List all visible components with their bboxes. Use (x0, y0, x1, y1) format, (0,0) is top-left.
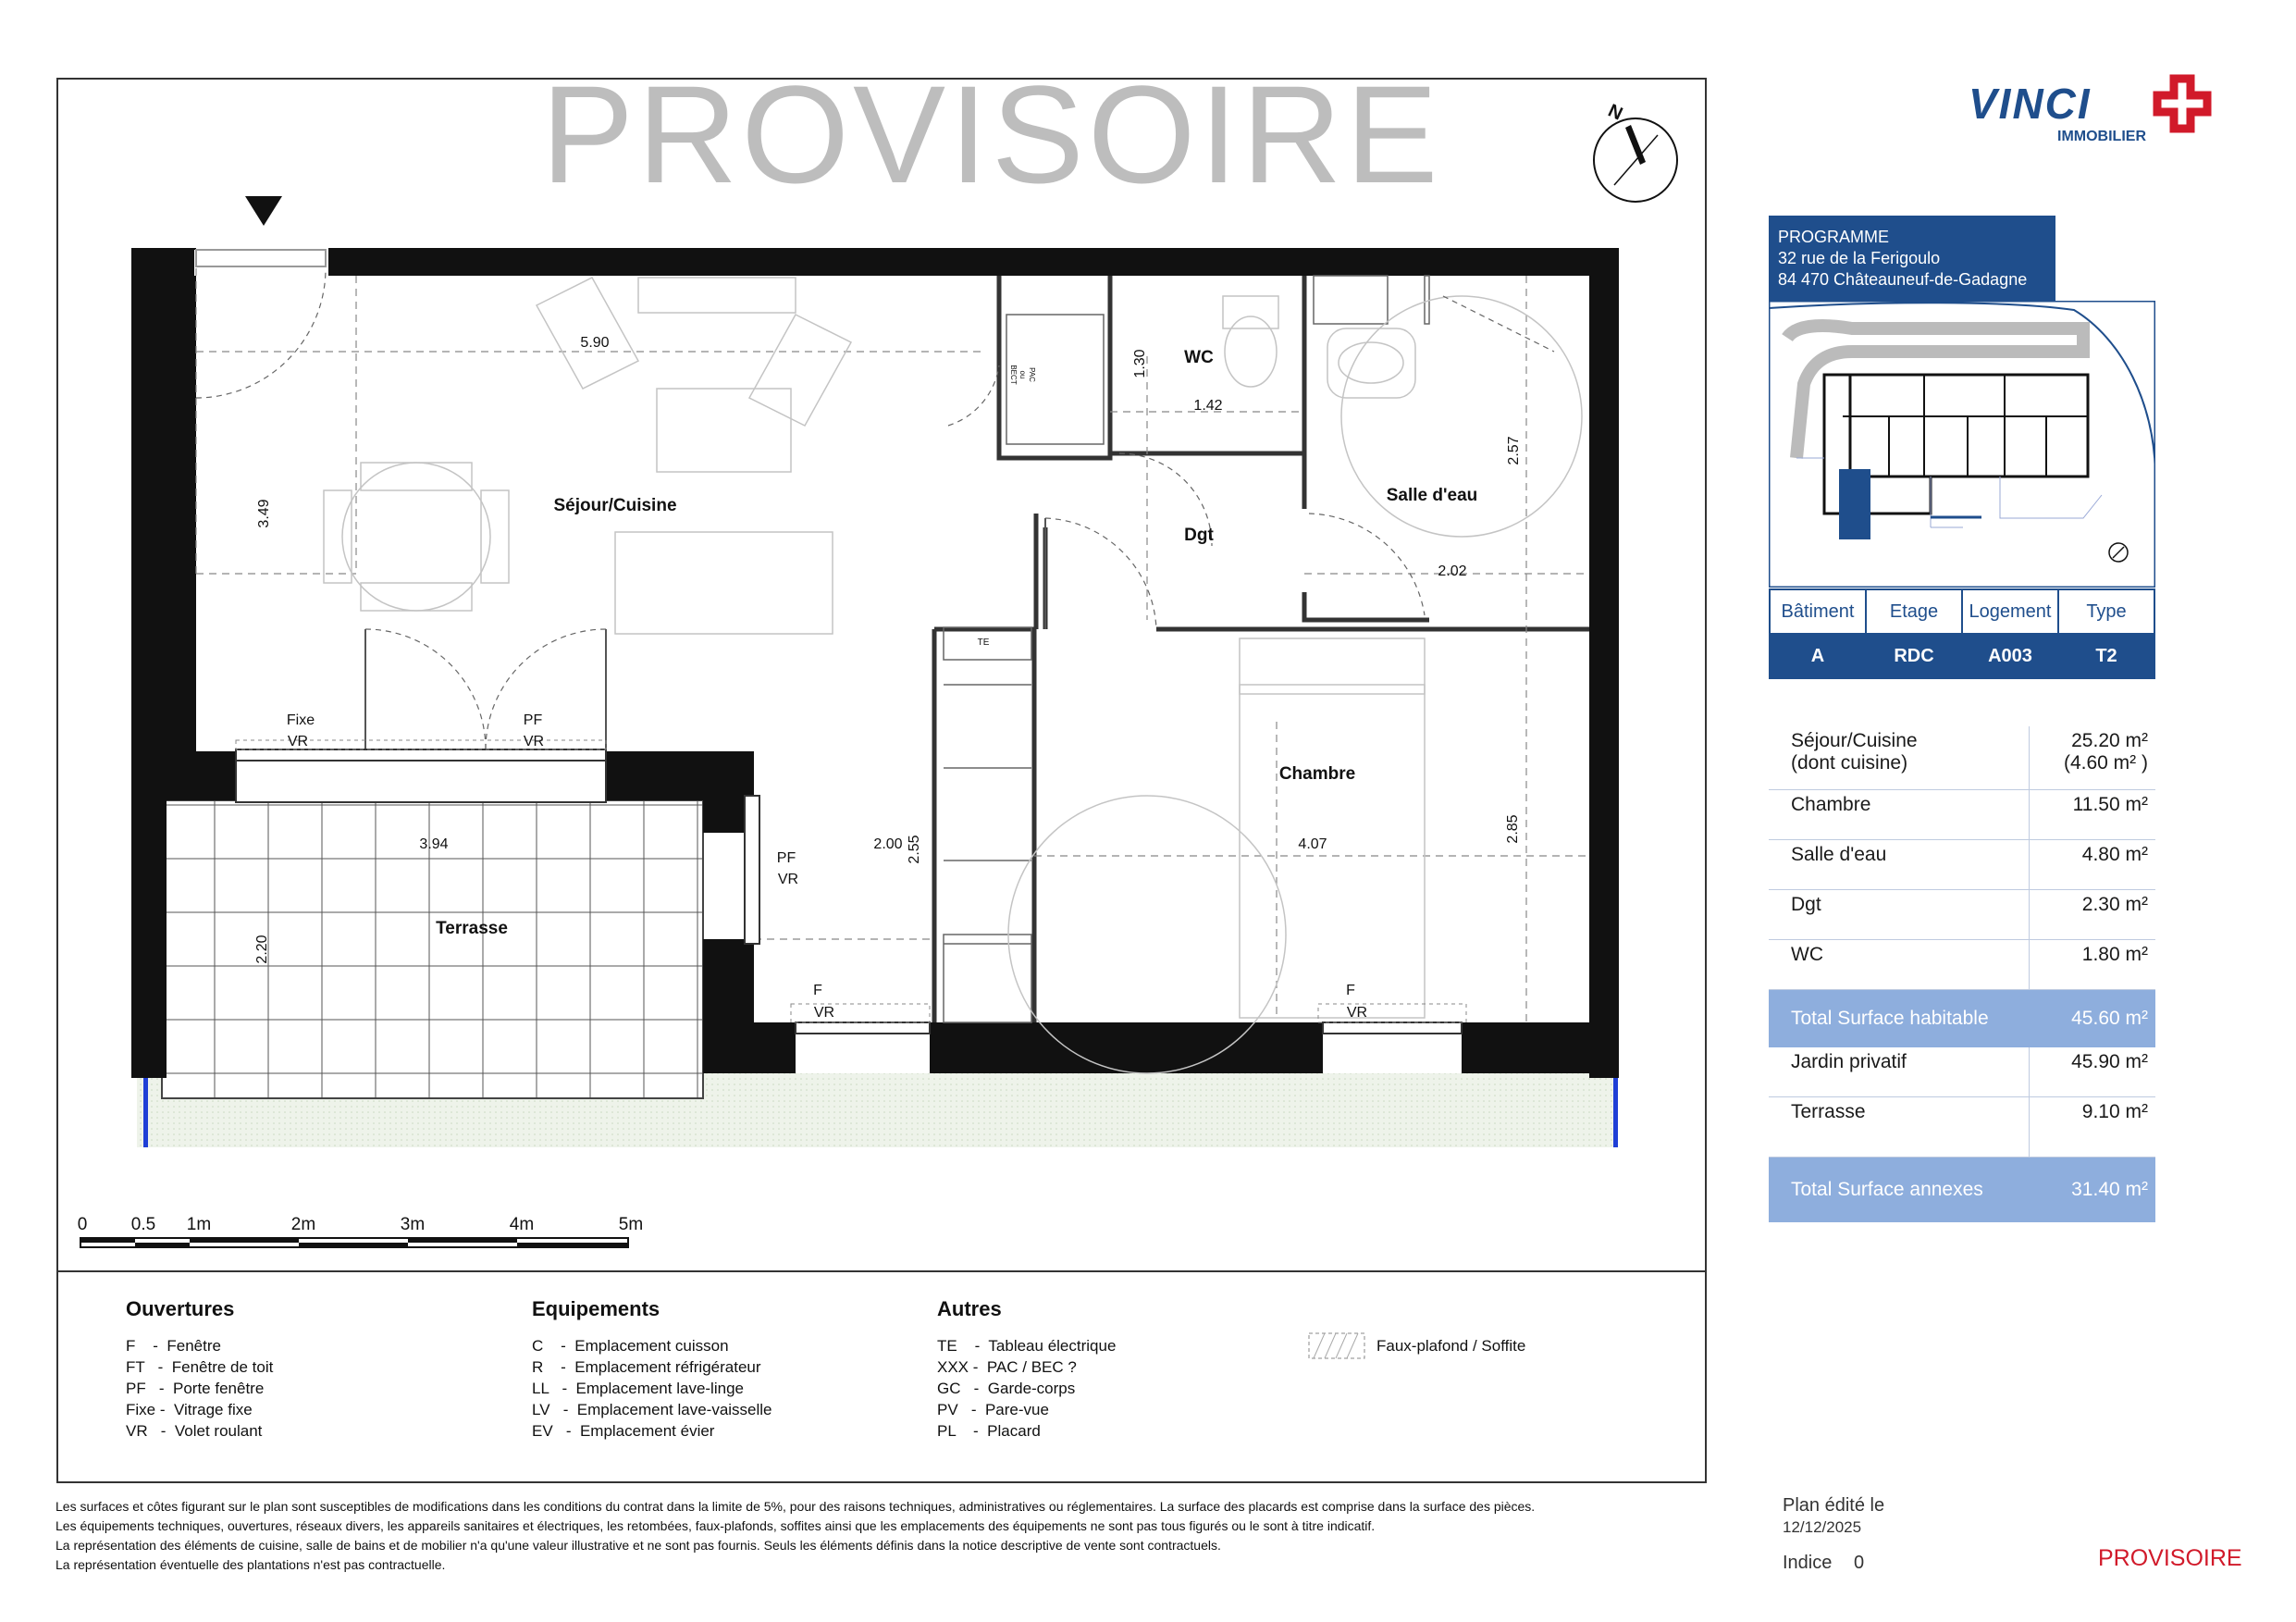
opening-label-vr-1: VR (287, 734, 309, 749)
equipment-label-pac-3: BECT (1009, 365, 1018, 385)
legend-ouvertures-title: Ouvertures (126, 1297, 235, 1320)
surface-value: 9.10 m² (2030, 1097, 2155, 1158)
surface-row (1769, 890, 2155, 940)
room-label-wc: WC (1184, 348, 1214, 367)
legend-item: XXX - PAC / BEC ? (937, 1358, 1077, 1376)
legend-item: EV - Emplacement évier (532, 1422, 715, 1440)
surface-value-sejour: 25.20 m² (2071, 730, 2148, 751)
identity-value-type: T2 (2058, 634, 2154, 678)
dim-sejour-width: 5.90 (580, 335, 610, 351)
dim-salle-eau-width: 2.02 (1438, 563, 1467, 579)
disclaimer-line: La représentation des éléments de cuisine, salle de bains et de mobilier n'a qu'une valeur illustrative et ne sont pas fournis. Seuls les éléments définis dans la notice descriptive de vente sont contractuels. (56, 1538, 1221, 1553)
program-title: PROGRAMME (1778, 228, 1890, 246)
surface-row (1769, 790, 2155, 840)
key-plan (1769, 301, 2155, 588)
surface-label: Terrasse (1769, 1097, 2030, 1158)
surface-label: Salle d'eau (1769, 840, 2030, 890)
equipment-label-pac-1: PAC (1028, 367, 1036, 382)
surface-label-cuisine: (dont cuisine) (1791, 752, 1908, 774)
legend-item: PV - Pare-vue (937, 1401, 1049, 1418)
legend-equipements-title: Equipements (532, 1297, 660, 1320)
legend-item: FT - Fenêtre de toit (126, 1358, 274, 1376)
dim-placard-depth: 2.55 (907, 835, 922, 864)
legend-item: F - Fenêtre (126, 1337, 221, 1355)
total-habitable-label: Total Surface habitable (1769, 990, 2030, 1048)
opening-label-vr-4: VR (813, 1005, 835, 1021)
edition-info (1783, 1494, 1884, 1574)
total-annexes-label: Total Surface annexes (1769, 1158, 2030, 1223)
scale-label-1m: 1m (186, 1215, 212, 1234)
edition-label: Plan édité le (1783, 1495, 1885, 1516)
disclaimer-line: Les surfaces et côtes figurant sur le plan sont susceptibles de modifications dans les conditions du contrat dans la limite de 5%, pour des raisons techniques, administratives ou réglementaires. La surface des placards est comprise dans la surface des pièces. (56, 1499, 1536, 1514)
total-habitable-value: 45.60 m² (2030, 990, 2155, 1048)
room-label-sejour: Séjour/Cuisine (553, 496, 677, 515)
room-label-salle-eau: Salle d'eau (1386, 486, 1478, 505)
edition-date: 12/12/2025 (1783, 1518, 1862, 1536)
legend-item: TE - Tableau électrique (937, 1337, 1117, 1355)
indice-label: Indice (1783, 1553, 1833, 1573)
surface-row-sejour (1769, 726, 2155, 790)
garden-limit-left (143, 1073, 148, 1147)
room-label-dgt: Dgt (1184, 526, 1214, 545)
surface-value: 11.50 m² (2030, 790, 2155, 840)
legend-item: GC - Garde-corps (937, 1380, 1076, 1397)
surface-value: 1.80 m² (2030, 940, 2155, 990)
surfaces-table (1769, 726, 2155, 1222)
opening-label-pf-1: PF (523, 712, 543, 728)
surface-row (1769, 940, 2155, 990)
logo-brand: VINCI (1969, 80, 2092, 128)
vinci-immobilier-logo (1969, 74, 2237, 148)
faux-plafond-swatch (1308, 1332, 1367, 1360)
scale-bar (78, 1215, 643, 1247)
identity-value-logement: A003 (1962, 634, 2058, 678)
identity-header-logement: Logement (1962, 589, 2058, 634)
legend-equipements-list (532, 1335, 772, 1442)
dim-terrasse-width: 3.94 (419, 836, 449, 852)
dim-wc-depth: 1.30 (1132, 349, 1148, 378)
identity-value-batiment: A (1770, 634, 1866, 678)
door-swings (196, 268, 1554, 749)
program-address-2: 84 470 Châteauneuf-de-Gadagne (1778, 270, 2028, 289)
surface-row (1769, 840, 2155, 890)
opening-label-f-2: F (1346, 983, 1355, 998)
legend-item: R - Emplacement réfrigérateur (532, 1358, 761, 1376)
identity-header-type: Type (2058, 589, 2154, 634)
equipment-label-pac-2: ou (1018, 370, 1027, 379)
legend-item: LL - Emplacement lave-linge (532, 1380, 744, 1397)
indice-value: 0 (1853, 1553, 1865, 1573)
total-annexes-value: 31.40 m² (2030, 1158, 2155, 1223)
legend-autres-title: Autres (937, 1297, 1002, 1320)
scale-label-4m: 4m (509, 1215, 535, 1234)
legend-item: LV - Emplacement lave-vaisselle (532, 1401, 772, 1418)
program-box (1769, 216, 2055, 308)
compass-label: N (1604, 100, 1626, 125)
opening-label-vr-5: VR (1346, 1005, 1368, 1021)
dim-chambre-depth: 2.85 (1505, 814, 1521, 844)
dim-chambre-width: 4.07 (1298, 836, 1327, 852)
logo-cross-icon (2157, 79, 2207, 129)
surface-value-cuisine: (4.60 m² ) (2063, 752, 2148, 774)
surface-value: 45.90 m² (2030, 1047, 2155, 1097)
room-label-chambre: Chambre (1278, 764, 1356, 784)
surface-row (1769, 1097, 2155, 1158)
dim-placard-width: 2.00 (873, 836, 903, 852)
opening-label-vr-3: VR (777, 872, 799, 887)
opening-label-pf-2: PF (776, 850, 796, 866)
surface-label: WC (1769, 940, 2030, 990)
identity-header-batiment: Bâtiment (1770, 589, 1866, 634)
scale-label-05: 0.5 (130, 1215, 156, 1234)
surface-row (1769, 1047, 2155, 1097)
legend-item: Fixe - Vitrage fixe (126, 1401, 253, 1418)
identity-value-etage: RDC (1866, 634, 1962, 678)
surface-label-sejour: Séjour/Cuisine (1791, 730, 1918, 751)
legend-item: C - Emplacement cuisson (532, 1337, 729, 1355)
dim-wc-width: 1.42 (1193, 398, 1223, 414)
dim-terrasse-depth: 2.20 (254, 935, 270, 964)
equipment-label-te: TE (977, 638, 990, 648)
faux-plafond-label: Faux-plafond / Soffite (1376, 1337, 1526, 1355)
garden-limit-right (1613, 1073, 1618, 1147)
scale-label-0: 0 (77, 1215, 88, 1234)
scale-label-3m: 3m (400, 1215, 426, 1234)
interior-walls (934, 276, 1589, 1022)
opening-label-fixe: Fixe (286, 712, 315, 728)
disclaimer-line: Les équipements techniques, ouvertures, réseaux divers, les appareils sanitaires et électriques, les retombées, faux-plafonds, soffites ainsi que les emplacements des équipements ne sont pas tous figurés ou le sont à titre indicatif. (56, 1518, 1376, 1533)
legend-item: PL - Placard (937, 1422, 1041, 1440)
provisoire-watermark: PROVISOIRE (541, 56, 1442, 212)
room-label-terrasse: Terrasse (436, 919, 508, 938)
legend-autres-list (937, 1335, 1116, 1442)
opening-label-vr-2: VR (523, 734, 545, 749)
dim-salle-eau-depth: 2.57 (1506, 436, 1522, 465)
status-provisoire: PROVISOIRE (2098, 1545, 2242, 1571)
surface-label: Dgt (1769, 890, 2030, 940)
surface-value: 2.30 m² (2030, 890, 2155, 940)
north-compass (1594, 101, 1677, 202)
identity-table (1769, 588, 2155, 679)
program-address-1: 32 rue de la Ferigoulo (1778, 249, 1941, 267)
disclaimer-line: La représentation éventuelle des plantations n'est pas contractuelle. (56, 1557, 446, 1572)
legend-item: VR - Volet roulant (126, 1422, 263, 1440)
surface-label: Jardin privatif (1769, 1047, 2030, 1097)
legend-ouvertures-list (126, 1335, 273, 1442)
disclaimer (56, 1497, 1702, 1575)
scale-label-2m: 2m (290, 1215, 316, 1234)
legend-item: PF - Porte fenêtre (126, 1380, 265, 1397)
legend-divider (56, 1270, 1707, 1272)
dim-sejour-depth: 3.49 (256, 499, 272, 528)
total-annexes-row (1769, 1158, 2155, 1223)
entrance-arrow (245, 196, 282, 226)
surface-label: Chambre (1769, 790, 2030, 840)
logo-sub: IMMOBILIER (2057, 129, 2146, 144)
scale-label-5m: 5m (618, 1215, 644, 1234)
opening-label-f-1: F (813, 983, 822, 998)
identity-header-etage: Etage (1866, 589, 1962, 634)
surface-value: 4.80 m² (2030, 840, 2155, 890)
total-habitable-row (1769, 990, 2155, 1048)
